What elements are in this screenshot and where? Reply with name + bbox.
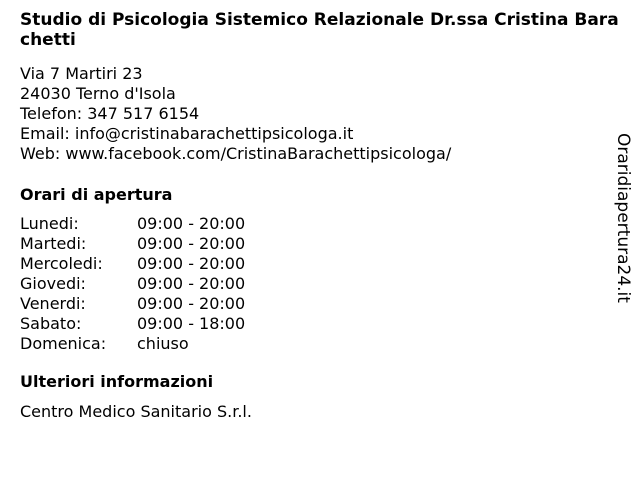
phone-number[interactable]: Telefon: 347 517 6154 bbox=[20, 104, 200, 123]
hours-table bbox=[20, 214, 620, 354]
hours-time: 09:00 - 20:00 bbox=[137, 254, 246, 273]
hours-row bbox=[20, 274, 620, 294]
hours-row bbox=[20, 334, 620, 354]
hours-time: 09:00 - 20:00 bbox=[137, 274, 246, 293]
hours-row bbox=[20, 214, 620, 234]
hours-time: 09:00 - 20:00 bbox=[137, 234, 246, 253]
extra-info-text: Centro Medico Sanitario S.r.l. bbox=[20, 402, 252, 421]
hours-row bbox=[20, 234, 620, 254]
hours-time: chiuso bbox=[137, 334, 189, 353]
hours-row bbox=[20, 254, 620, 274]
address-block bbox=[20, 64, 620, 164]
street-address: Via 7 Martiri 23 bbox=[20, 64, 143, 83]
email-address[interactable]: Email: info@cristinabarachettipsicologa.it bbox=[20, 124, 354, 143]
hours-day: Martedi: bbox=[20, 234, 87, 253]
hours-day: Venerdi: bbox=[20, 294, 86, 313]
web-address[interactable]: Web: www.facebook.com/CristinaBarachettipsicologa/ bbox=[20, 144, 452, 163]
city-address: 24030 Terno d'Isola bbox=[20, 84, 176, 103]
hours-day: Sabato: bbox=[20, 314, 82, 333]
hours-time: 09:00 - 20:00 bbox=[137, 294, 246, 313]
hours-day: Mercoledi: bbox=[20, 254, 103, 273]
hours-row bbox=[20, 294, 620, 314]
hours-day: Lunedi: bbox=[20, 214, 79, 233]
hours-day: Giovedi: bbox=[20, 274, 86, 293]
business-card bbox=[20, 10, 620, 422]
business-title: Studio di Psicologia Sistemico Relazionale Dr.ssa Cristina Barachetti bbox=[20, 10, 619, 50]
extra-info-heading: Ulteriori informazioni bbox=[20, 372, 214, 391]
hours-time: 09:00 - 20:00 bbox=[137, 214, 246, 233]
hours-day: Domenica: bbox=[20, 334, 107, 353]
site-watermark: Oraridiapertura24.it bbox=[613, 133, 633, 303]
hours-row bbox=[20, 314, 620, 334]
hours-heading: Orari di apertura bbox=[20, 185, 173, 204]
hours-time: 09:00 - 18:00 bbox=[137, 314, 246, 333]
